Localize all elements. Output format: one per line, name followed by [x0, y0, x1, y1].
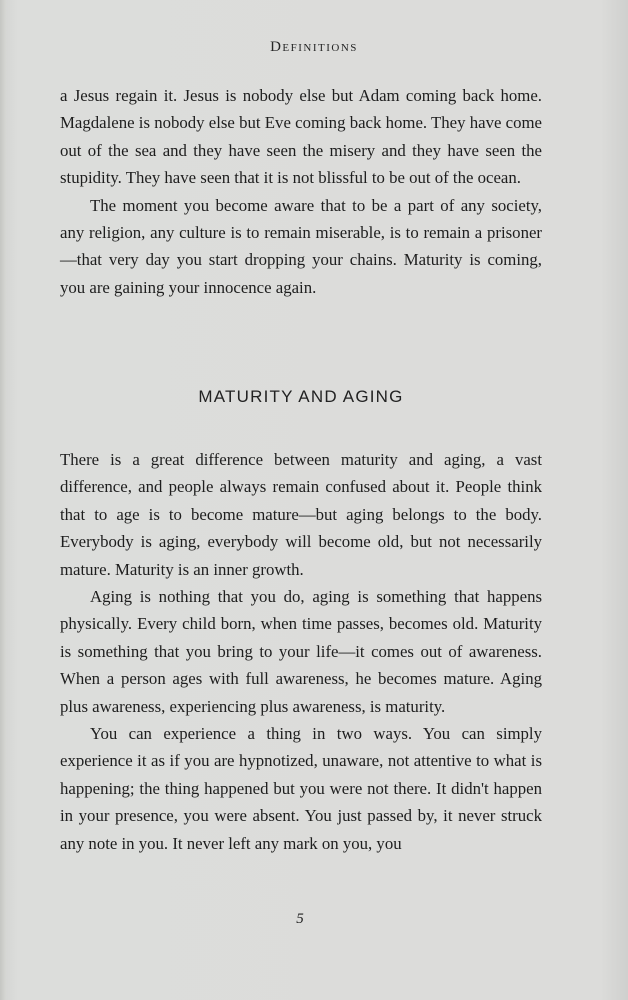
section-heading: MATURITY AND AGING	[198, 387, 404, 406]
page-spine-edge	[0, 0, 6, 1000]
paragraph: You can experience a thing in two ways. You can simply experience it as if you are hypnotized, unaware, not attentive to what is happening; the thing happened but you were not there. It didn't happen in your presence, you were absent. You just passed by, it never struck any note in you. It never left any mark on you, you	[60, 724, 542, 853]
paragraph: a Jesus regain it. Jesus is nobody else but Adam coming back home. Magdalene is nobody else but Eve coming back home. They have come out of the sea and they have seen the misery and they have seen the stupidity. They have seen that it is not blissful to be out of the ocean.	[60, 86, 542, 188]
paragraph: There is a great difference between maturity and aging, a vast difference, and people always remain confused about it. People think that to age is to become mature—but aging belongs to the body. Everybody is aging, everybody will become old, but not necessarily mature. Maturity is an inner growth.	[60, 450, 542, 579]
paragraph: The moment you become aware that to be a part of any society, any religion, any culture is to remain miserable, is to remain a prisoner—that very day you start dropping your chains. Maturity is coming, you are gaining your innocence again.	[60, 195, 542, 297]
text-block-top	[60, 82, 542, 301]
page-number: 5	[296, 911, 304, 927]
text-block-bottom	[60, 446, 542, 857]
paragraph: Aging is nothing that you do, aging is something that happens physically. Every child born, when time passes, becomes old. Maturity is something that you bring to your life—it comes out of awareness. When a person ages with full awareness, he becomes mature. Aging plus awareness, experiencing plus awareness, is maturity.	[60, 587, 542, 716]
running-head: Definitions	[270, 39, 358, 55]
